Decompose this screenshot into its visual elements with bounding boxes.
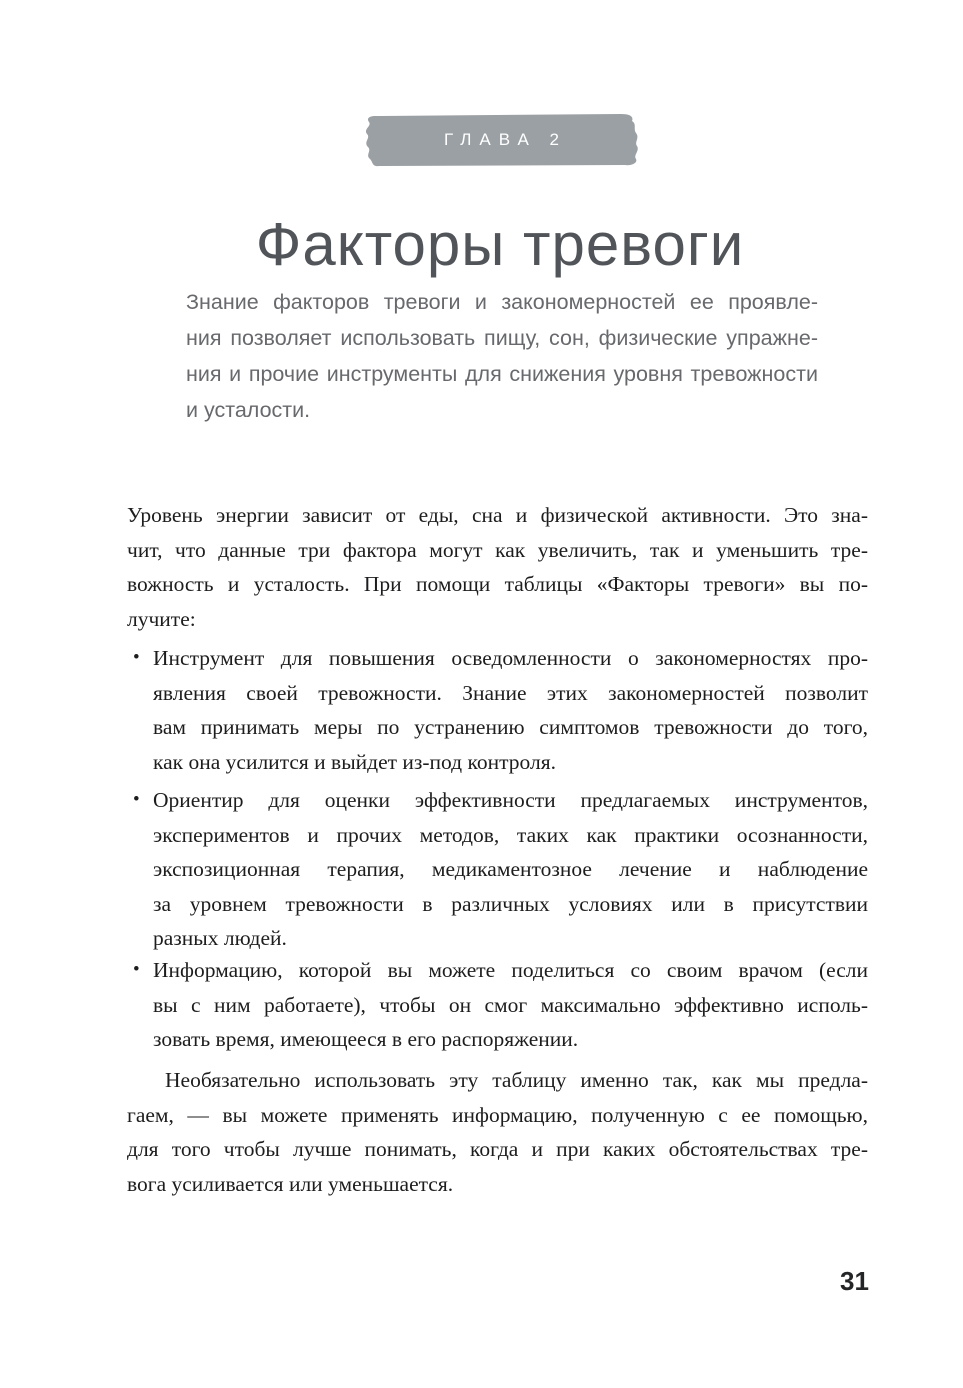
text-line: за уровнем тревожности в различных условиях или в присутствии [153,891,868,916]
text-line: Уровень энергии зависит от еды, сна и физической активности. Это зна- [127,503,868,527]
chapter-banner [363,112,640,168]
bullet-item-3 [127,953,868,1057]
text-line: экспозиционная терапия, медикаментозное лечение и наблюдение [153,857,868,882]
bullet-icon: • [133,647,140,668]
text-line: Ориентир для оценки эффективности предлагаемых инструментов, [153,788,868,812]
text-line: Необязательно использовать эту таблицу именно так, как мы предла- [165,1068,868,1092]
text-line: вы с ним работаете), чтобы он смог максимально эффективно исполь- [153,992,868,1017]
text-line: и усталости. [186,398,311,422]
text-line: явления своей тревожности. Знание этих закономерностей позволит [153,680,868,705]
intro-paragraph [186,284,818,428]
text-line: зовать время, имеющееся в его распоряжении. [153,1027,579,1052]
text-line: как она усилится и выйдет из-под контроля. [153,749,556,774]
body-paragraph-final [127,1063,868,1201]
bullet-icon: • [133,789,140,810]
bullet-text-3 [153,953,868,1057]
text-line: лучите: [127,606,196,631]
text-line: Информацию, которой вы можете поделиться со своим врачом (если [153,958,868,982]
text-line: вога усиливается или уменьшается. [127,1171,454,1196]
text-line: чит, что данные три фактора могут как увеличить, так и уменьшить тре- [127,537,868,562]
text-line: ния и прочие инструменты для снижения уровня тревожности [186,362,818,386]
chapter-banner-label: ГЛАВА 2 [443,130,568,149]
text-line: вожность и усталость. При помощи таблицы «Факторы тревоги» вы по- [127,572,868,597]
text-line: Инструмент для повышения осведомленности о закономерностях про- [153,646,868,670]
bullet-icon: • [133,959,140,980]
bullet-text-1 [153,641,868,779]
text-line: разных людей. [153,926,287,951]
text-line: для того чтобы лучше понимать, когда и при каких обстоятельствах тре- [127,1137,868,1162]
text-line: гаем, — вы можете применять информацию, полученную с ее помощью, [127,1102,868,1127]
bullet-item-1 [127,641,868,779]
body-paragraph-1 [127,498,868,636]
text-line: Знание факторов тревоги и закономерностей ее проявле- [186,290,818,314]
bullet-item-2 [127,783,868,956]
chapter-title: Факторы тревоги [255,211,745,279]
bullet-text-2 [153,783,868,956]
text-line: вам принимать меры по устранению симптомов тревожности до того, [153,715,868,740]
text-line: ния позволяет использовать пищу, сон, физические упражне- [186,326,818,350]
page-number: 31 [840,1266,869,1296]
text-line: экспериментов и прочих методов, таких как практики осознанности, [153,822,868,847]
